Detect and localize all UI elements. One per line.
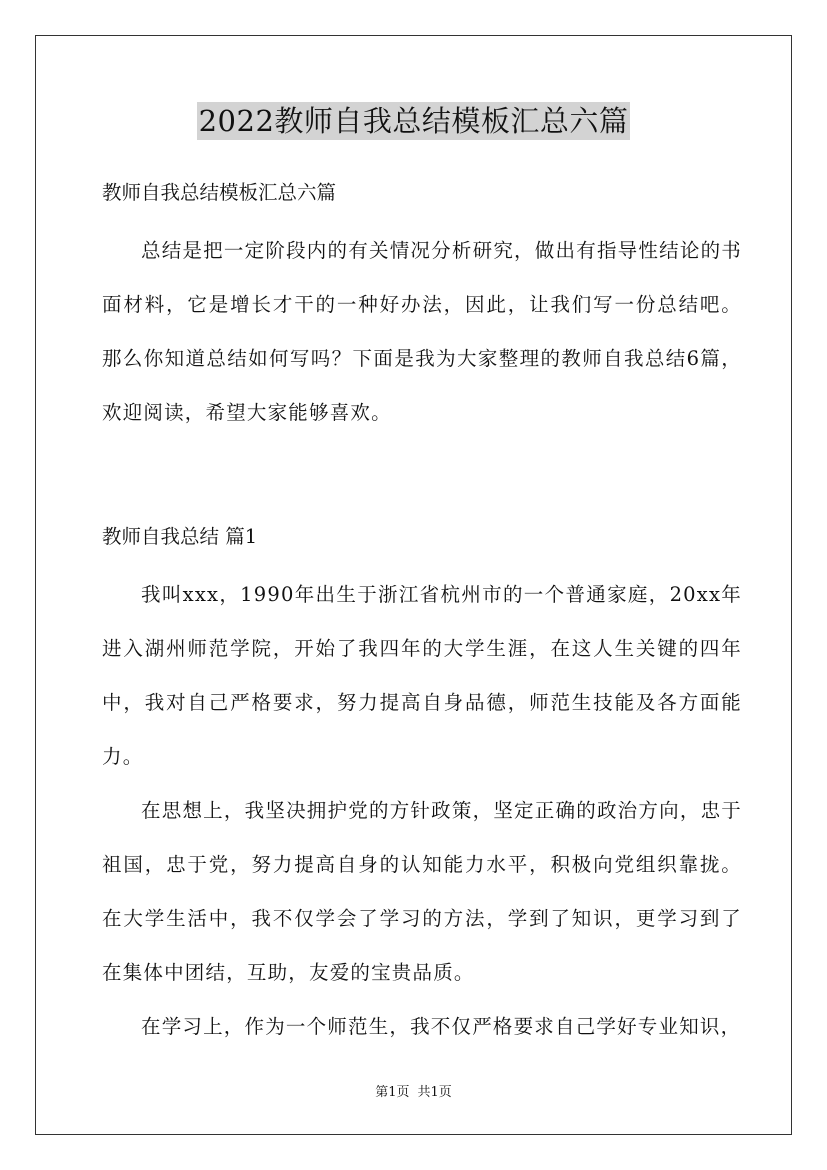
body-paragraph: 在思想上，我坚决拥护党的方针政策，坚定正确的政治方向，忠于祖国，忠于党，努力提高自身的认知能力水平，积极向党组织靠拢。在大学生活中，我不仅学会了学习的方法，学到了知识，更学习到了在集体中团结，互助，友爱的宝贵品质。 (102, 799, 742, 984)
page-footer (0, 1084, 827, 1102)
document-title: 2022教师自我总结模板汇总六篇 (198, 104, 629, 138)
page-total: 共1页 (417, 1085, 452, 1100)
document-body (102, 178, 742, 1054)
title-container (0, 102, 827, 140)
body-paragraph: 我叫xxx，1990年出生于浙江省杭州市的一个普通家庭，20xx年进入湖州师范学院，开始了我四年的大学生涯，在这人生关键的四年中，我对自己严格要求，努力提高自身品德，师范生技能及各方面能力。 (102, 583, 742, 768)
document-subtitle: 教师自我总结模板汇总六篇 (102, 181, 337, 204)
intro-paragraph: 总结是把一定阶段内的有关情况分析研究，做出有指导性结论的书面材料，它是增长才干的一种好办法，因此，让我们写一份总结吧。那么你知道总结如何写吗？下面是我为大家整理的教师自我总结6篇，欢迎阅读，希望大家能够喜欢。 (102, 239, 742, 424)
page-number: 第1页 (375, 1085, 410, 1100)
section-heading: 教师自我总结 篇1 (102, 525, 258, 548)
body-paragraph: 在学习上，作为一个师范生，我不仅严格要求自己学好专业知识， (141, 1015, 742, 1038)
